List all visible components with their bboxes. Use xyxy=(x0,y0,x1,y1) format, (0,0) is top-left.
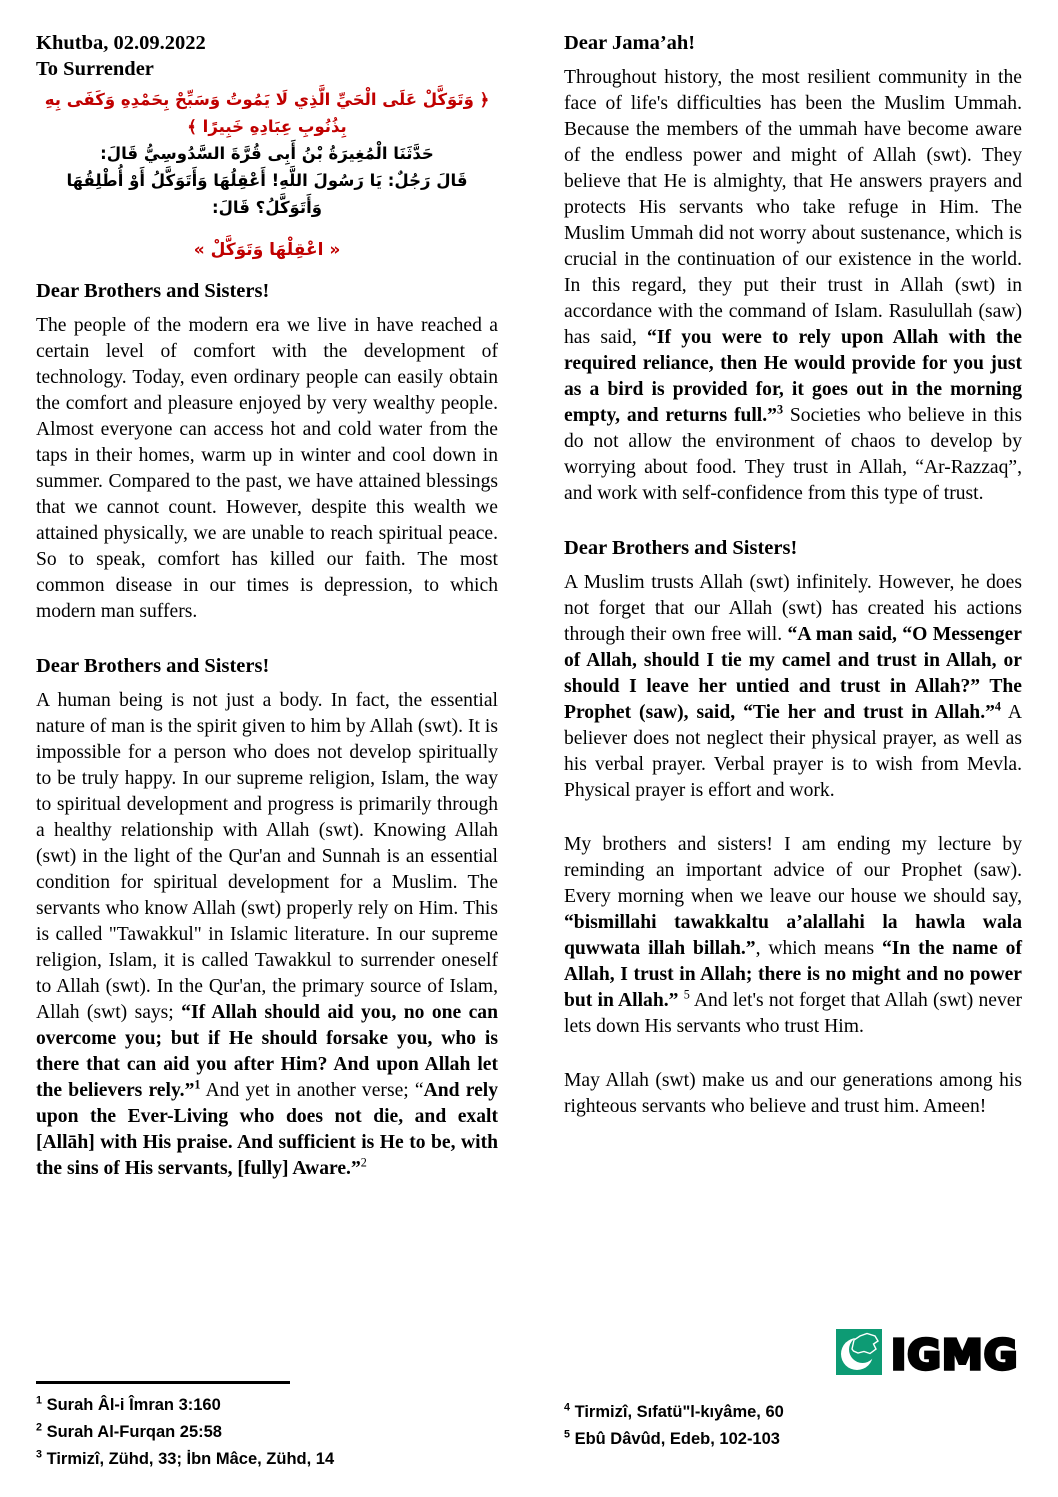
section-heading: Dear Brothers and Sisters! xyxy=(36,655,270,677)
arabic-hadith-answer: « اعْقِلْهَا وَتَوَكَّلْ » xyxy=(193,240,341,260)
right-section-2 xyxy=(564,535,1022,804)
closing-dua-paragraph: May Allah (swt) make us and our generations among his righteous servants who believe and trust him. Ameen! xyxy=(564,1070,1022,1117)
footnote-5: $^5$ Ebû Dâvûd, Edeb, 102-103 xyxy=(564,1428,780,1448)
section-paragraph: A human being is not just a body. In fact, the essential nature of man is the spirit given to him by Allah (swt). It is impossible for a person who does not develop spiritually to be truly happy. In our supreme religion, Islam, the way to spiritual development and progress is primarily through a healthy relationship with Allah (swt). Knowing Allah (swt) in the light of the Qur'an and Sunnah is an essential condition for spiritual development for a Muslim. The servants who know Allah (swt) properly rely on Him. This is called "Tawakkul" in Islamic literature. In our supreme religion, Islam, it is called Tawakkul to surrender oneself to Allah (swt). In the Qur'an, the primary source of Islam, Allah (swt) says; “If Allah should aid you, no one can overcome you; but if He should forsake you, who is there that can aid you after Him? And upon Allah let the believers rely.”$^1$ And yet in another verse; “And rely upon the Ever-Living who does not die, and exalt [Allāh] with His praise. And sufficient is He to be, with the sins of His servants, [fully] Aware.”$^2$ xyxy=(36,690,499,1179)
logo-wordmark: IGMG xyxy=(891,1331,1019,1377)
igmg-logo xyxy=(835,1327,1040,1377)
left-column xyxy=(36,30,498,1210)
left-section-2 xyxy=(36,653,498,1182)
footnotes-right xyxy=(564,1399,1022,1453)
document-date: Khutba, 02.09.2022 xyxy=(36,32,206,54)
left-section-1 xyxy=(36,278,498,625)
arabic-quote-block xyxy=(36,86,498,264)
arabic-hadith-line-2: قَالَ رَجُلٌ: يَا رَسُولَ اللَّهِ! أَعْقِلُهَا وَأَتَوَكَّلُ أَوْ أُطْلِقُهَا وَأَتَوَكَّلُ؟ قَالَ: xyxy=(66,171,468,217)
page-title: To Surrender xyxy=(36,58,154,80)
footnote-1: $^1$ Surah Âl-i Îmran 3:160 xyxy=(36,1394,221,1414)
arabic-quran-verse: ﴿ وَتَوَكَّلْ عَلَى الْحَيِّ الَّذِي لَا يَمُوتُ وَسَبِّحْ بِحَمْدِهِ وَكَفَى بِهِ بِذُنُوبِ عِبَادِهِ خَبِيرًا ﴾ xyxy=(44,90,490,136)
footnote-3: $^3$ Tirmizî, Zühd, 33; İbn Mâce, Zühd, 14 xyxy=(36,1448,335,1468)
igmg-logo-graphic xyxy=(835,1327,1040,1377)
section-paragraph: Throughout history, the most resilient community in the face of life's difficulties has been the Muslim Ummah. Because the members of the ummah have become aware of the endless power and might of Allah (swt). They believe that He is almighty, that He answers prayers and protects His servants who take refuge in Him. The Muslim Ummah did not worry about sustenance, which is crucial in the continuation of our existence in the world. In this regard, they put their trust in Allah (swt) in accordance with the command of Islam. Rasulullah (saw) has said, “If you were to rely upon Allah with the required reliance, then He would provide for you just as a bird is provided for, it goes out in the morning empty, and returns full.”$^3$ Societies who believe in this do not allow the environment of chaos to develop by worrying about food. They trust in Allah, “Ar-Razzaq”, and work with self-confidence from this type of trust. xyxy=(564,67,1022,504)
right-section-1 xyxy=(564,30,1022,507)
section-paragraph: My brothers and sisters! I am ending my lecture by reminding an important advice of our Prophet (saw). Every morning when we leave our house we should say, “bismillahi tawakkaltu a’alallahi la hawla wala quwwata illah billah.”, which means “In the name of Allah, I trust in Allah; there is no might and no power but in Allah.” $^5$ And let's not forget that Allah (swt) never lets down His servants who trust Him. xyxy=(564,834,1023,1037)
footnote-4: $^4$ Tirmizî, Sıfatü"l-kıyâme, 60 xyxy=(564,1401,784,1421)
footnotes-left xyxy=(36,1381,498,1473)
section-paragraph: A Muslim trusts Allah (swt) infinitely. However, he does not forget that our Allah (swt) has created his actions through their own free will. “A man said, “O Messenger of Allah, should I tie my camel and trust in Allah, or should I leave her untied and trust in Allah?” The Prophet (saw), said, “Tie her and trust in Allah.”$^4$ A believer does not neglect their physical prayer, as well as his verbal prayer. Verbal prayer is to wish from Mevla. Physical prayer is effort and work. xyxy=(564,572,1022,801)
right-section-3 xyxy=(564,832,1022,1040)
section-paragraph: The people of the modern era we live in have reached a certain level of comfort with the development of technology. Today, even ordinary people can easily obtain the comfort and pleasure enjoyed by very wealthy people. Almost everyone can access hot and cold water from the taps in their homes, warm up in winter and cool down in summer. Compared to the past, we have attained blessings that we cannot count. However, despite this wealth we attained physically, we are unable to reach spiritual peace. So to speak, comfort has killed our faith. The most common disease in our times is depression, to which modern man suffers. xyxy=(36,315,498,622)
section-heading: Dear Brothers and Sisters! xyxy=(564,537,798,559)
footnote-separator xyxy=(36,1381,290,1384)
arabic-hadith-line-1: حَدَّثَنَا الْمُغِيرَةُ بْنُ أَبِى قُرَّةَ السَّدُوسِيُّ قَالَ: xyxy=(100,144,434,163)
section-heading: Dear Brothers and Sisters! xyxy=(36,280,270,302)
footnote-2: $^2$ Surah Al-Furqan 25:58 xyxy=(36,1421,222,1441)
section-heading: Dear Jama’ah! xyxy=(564,32,696,54)
right-section-4 xyxy=(564,1068,1022,1120)
right-column xyxy=(564,30,1022,1148)
